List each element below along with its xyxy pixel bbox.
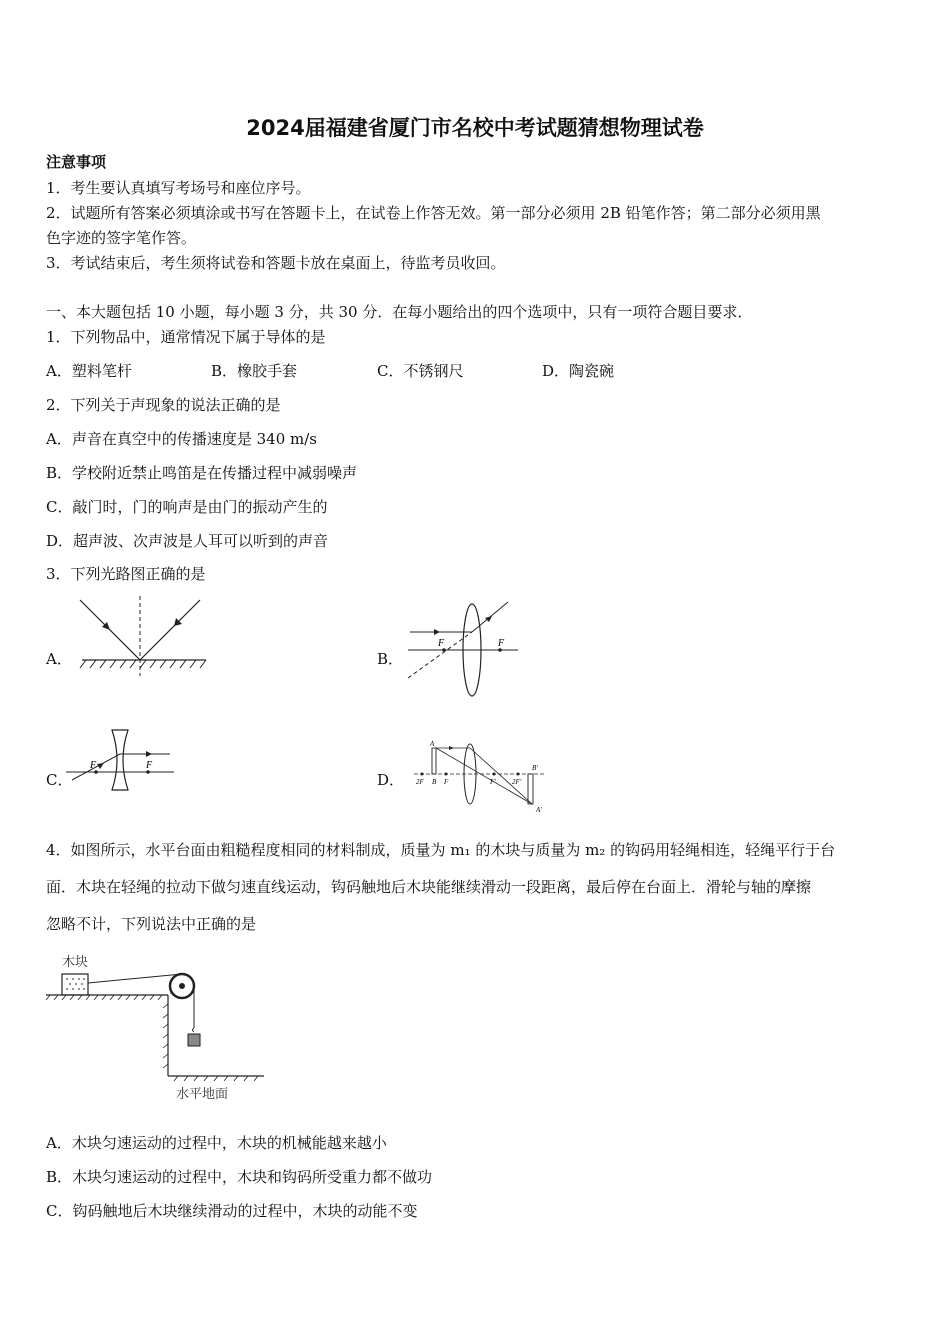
fig-d-label-f-left: F (444, 778, 449, 786)
fig-b-focus-right: F (498, 638, 505, 649)
convex-lens-diagram (408, 602, 520, 702)
block-label: 木块 (62, 954, 89, 969)
ground-label: 水平地面 (176, 1086, 229, 1101)
q2-option-d: D．超声波、次声波是人耳可以听到的声音 (46, 532, 329, 550)
reflection-diagram (76, 596, 208, 676)
fig-d-label-a-prime: A' (536, 806, 542, 814)
fig-c-focus-left: F (90, 760, 97, 771)
q1-option-a: A．塑料笔杆 (46, 362, 132, 380)
q1-option-b: B．橡胶手套 (211, 362, 298, 380)
q2-option-b: B．学校附近禁止鸣笛是在传播过程中减弱噪声 (46, 464, 358, 482)
image-formation-diagram (414, 738, 548, 814)
q1-option-d: D．陶瓷碗 (542, 362, 615, 380)
section-heading: 一、本大题包括 10 小题，每小题 3 分，共 30 分．在每小题给出的四个选项中，只有一项符合题目要求． (46, 303, 753, 321)
q1-option-c: C．不锈钢尺 (377, 362, 464, 380)
notice-item: 2．试题所有答案必须填涂或书写在答题卡上，在试卷上作答无效。第一部分必须用 2B 铅笔作答；第二部分必须用黑 (46, 204, 821, 222)
question-1-stem: 1．下列物品中，通常情况下属于导体的是 (46, 328, 326, 346)
q3-label-b: B． (377, 650, 404, 668)
q3-label-d: D． (377, 771, 405, 789)
question-4-stem-line: 4．如图所示，水平台面由粗糙程度相同的材料制成，质量为 m₁ 的木块与质量为 m₂ 的钩码用轻绳相连，轻绳平行于台 (46, 841, 836, 859)
fig-b-focus-left: F (438, 638, 445, 649)
q4-option-c: C．钩码触地后木块继续滑动的过程中，木块的动能不变 (46, 1202, 418, 1220)
q3-label-c: C． (46, 771, 73, 789)
fig-d-label-b: B (432, 778, 437, 786)
notice-item: 3．考试结束后，考生须将试卷和答题卡放在桌面上，待监考员收回。 (46, 254, 506, 272)
page-title: 2024届福建省厦门市名校中考试题猜想物理试卷 (246, 116, 704, 140)
fig-d-label-b-prime: B' (532, 764, 538, 772)
q2-option-a: A．声音在真空中的传播速度是 340 m/s (46, 430, 317, 448)
fig-d-label-2f-right: 2F' (512, 778, 522, 786)
concave-lens-diagram (66, 728, 178, 792)
fig-d-label-a: A (430, 740, 435, 748)
question-4-stem-line: 面．木块在轻绳的拉动下做匀速直线运动，钩码触地后木块能继续滑动一段距离，最后停在台面上．滑轮与轴的摩擦 (46, 878, 812, 896)
fig-c-focus-right: F (146, 760, 153, 771)
fig-d-label-f-right: F' (490, 778, 496, 786)
pulley-diagram (46, 950, 266, 1106)
notice-item: 1．考生要认真填写考场号和座位序号。 (46, 179, 311, 197)
q4-option-a: A．木块匀速运动的过程中，木块的机械能越来越小 (46, 1134, 387, 1152)
notice-item: 色字迹的签字笔作答。 (46, 229, 197, 247)
fig-d-label-2f-left: 2F (416, 778, 424, 786)
question-2-stem: 2．下列关于声现象的说法正确的是 (46, 396, 281, 414)
q2-option-c: C．敲门时，门的响声是由门的振动产生的 (46, 498, 328, 516)
q4-option-b: B．木块匀速运动的过程中，木块和钩码所受重力都不做功 (46, 1168, 433, 1186)
question-3-stem: 3．下列光路图正确的是 (46, 565, 206, 583)
question-4-stem-line: 忽略不计，下列说法中正确的是 (46, 915, 257, 933)
notice-heading: 注意事项 (46, 153, 107, 171)
q3-label-a: A． (46, 650, 72, 668)
